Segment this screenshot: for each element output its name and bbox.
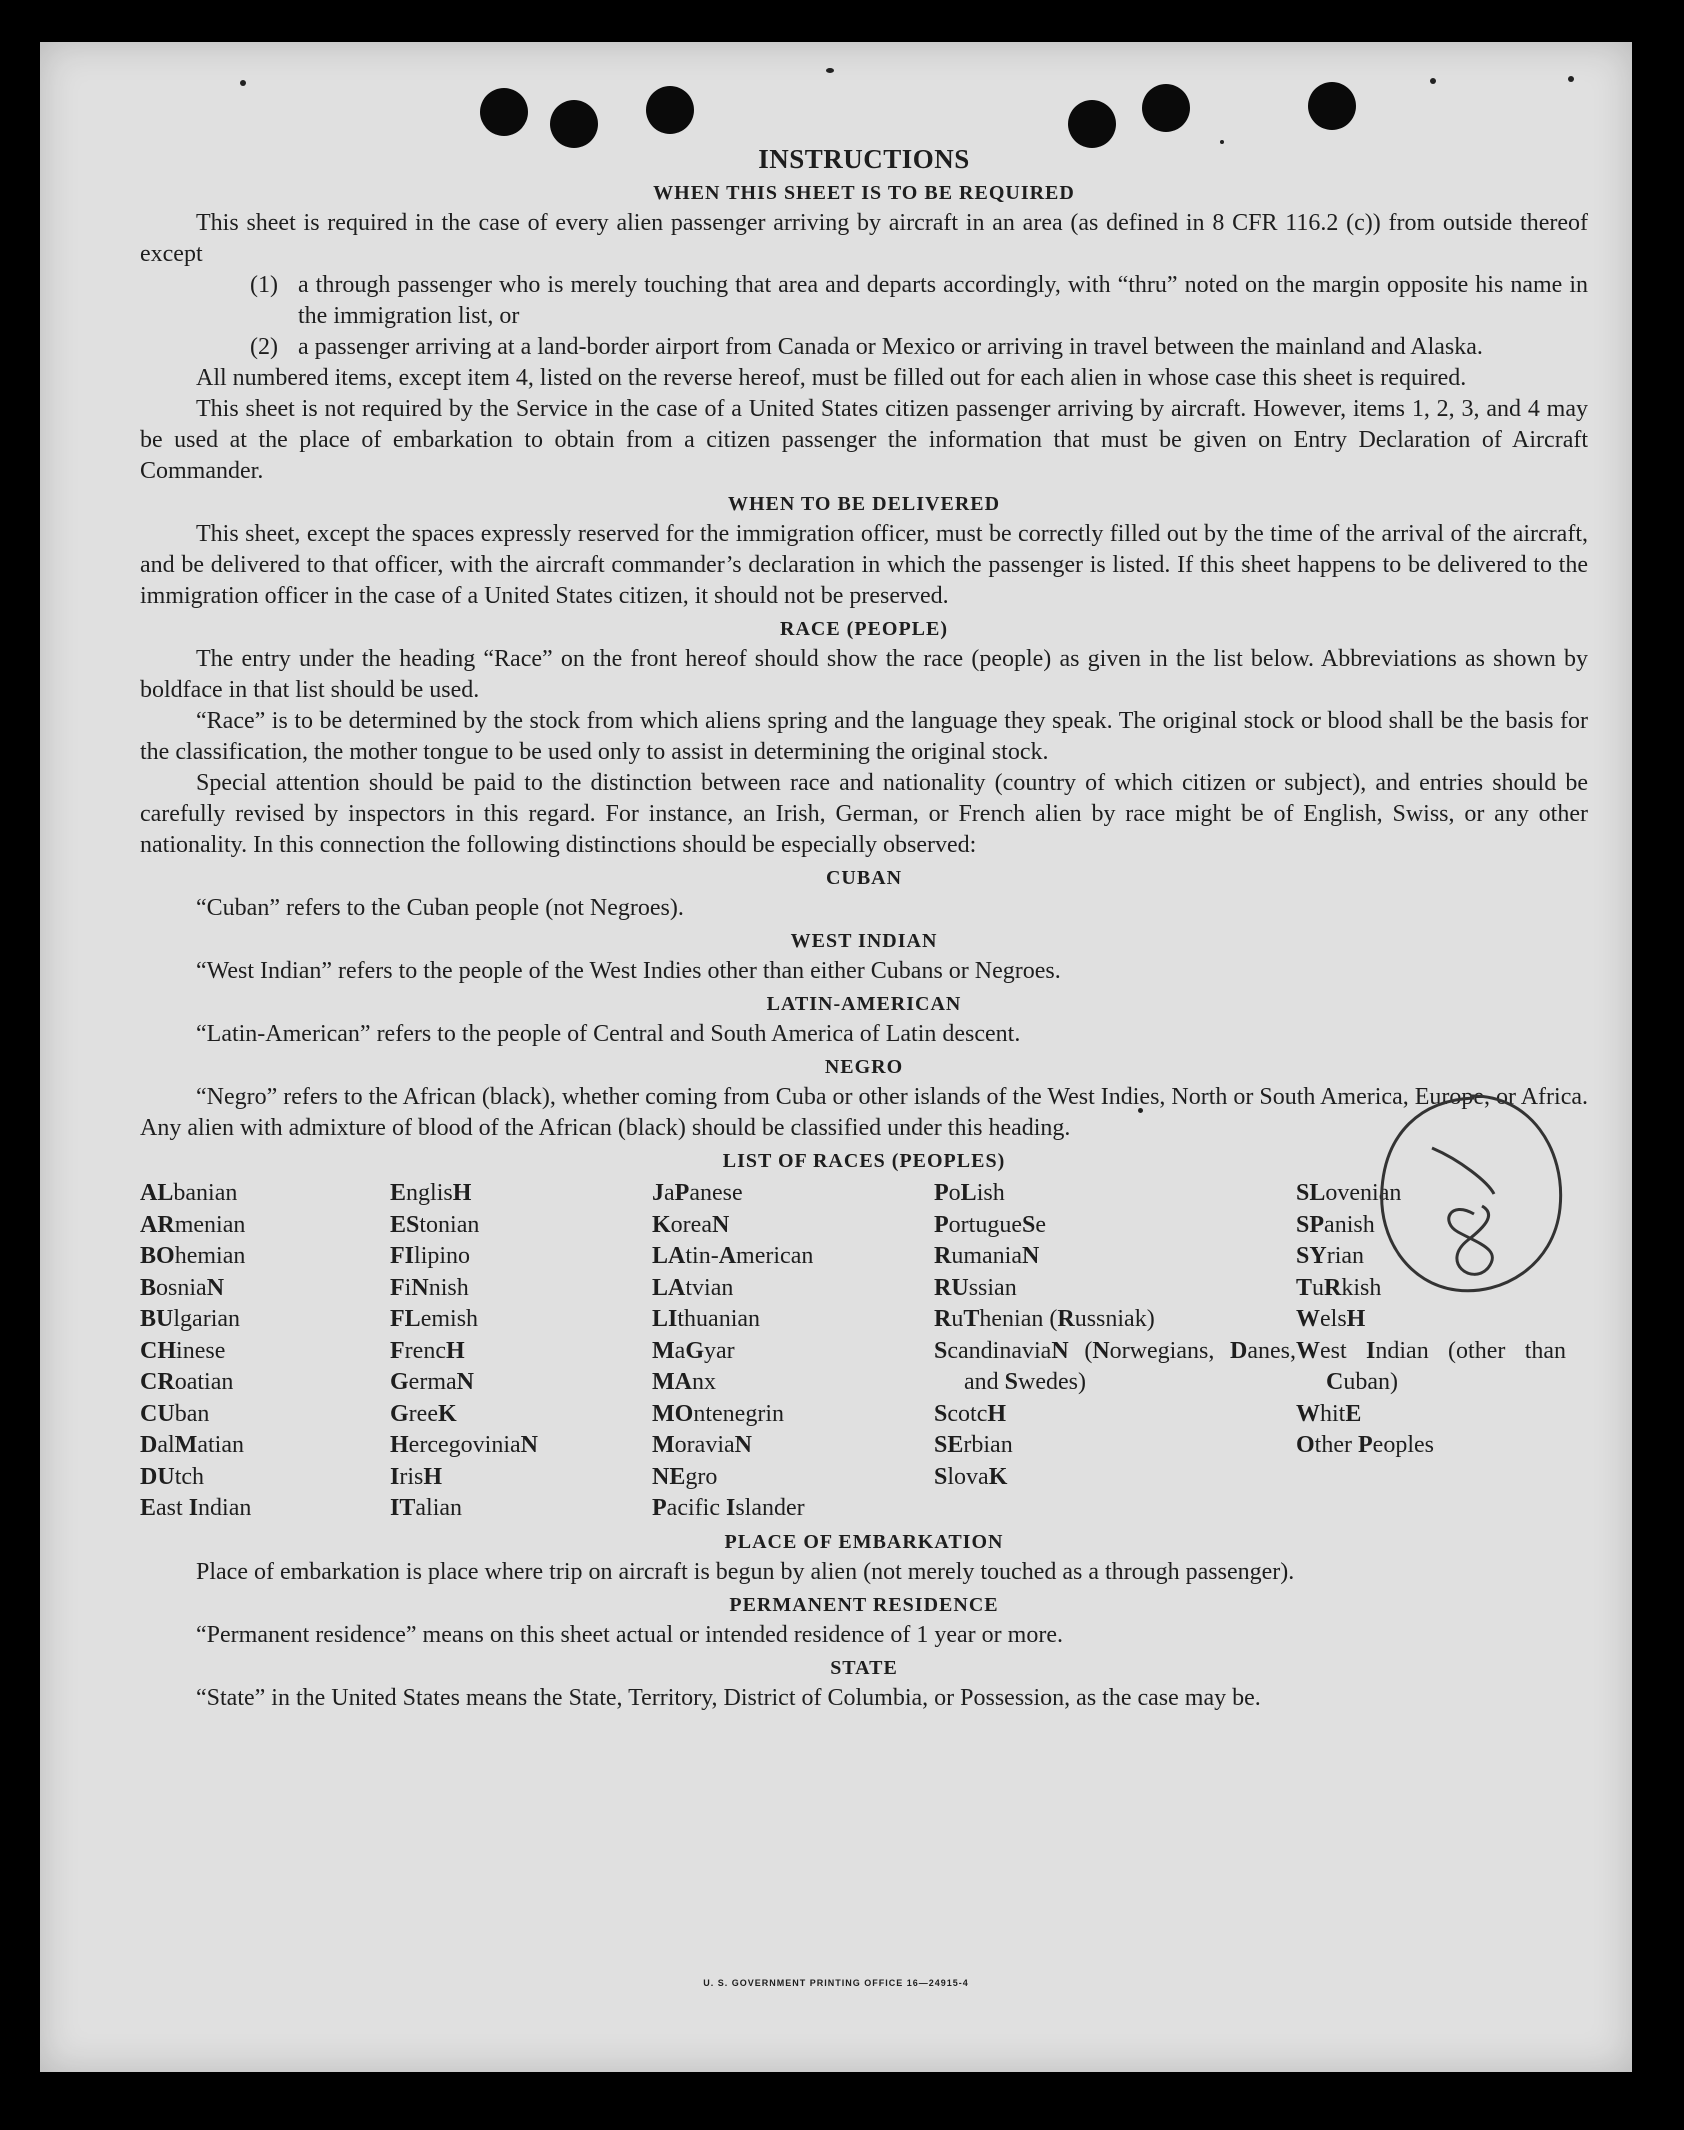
section-heading: WHEN THIS SHEET IS TO BE REQUIRED <box>653 182 1075 204</box>
punch-hole <box>480 88 528 136</box>
race-entry: Pacific Islander <box>652 1495 805 1521</box>
paragraph: This sheet is not required by the Service in the case of a United States citizen passenger arriving by aircraft. However, items 1, 2, 3, and 4 may be used at the place of embarkation to obtain from a citizen passenger the information that must be given on Entry Declaration of Aircraft Commander. <box>140 396 1588 484</box>
section-heading: PLACE OF EMBARKATION <box>724 1530 1004 1553</box>
race-entry: MaGyar <box>652 1337 735 1364</box>
race-entry: LAtin-American <box>652 1243 814 1269</box>
paragraph: “Permanent residence” means on this sheet actual or intended residence of 1 year or more. <box>196 1621 1063 1648</box>
race-entry: ITalian <box>390 1495 463 1521</box>
race-entry: EnglisH <box>390 1180 472 1206</box>
race-entry: ScandinaviaN (Norwegians, Danes, and Swedes) <box>934 1337 1296 1395</box>
race-entry: CRoatian <box>140 1369 234 1395</box>
punch-hole <box>1142 84 1190 132</box>
race-entry: LIthuanian <box>652 1306 761 1332</box>
race-entry: DUtch <box>140 1463 205 1490</box>
race-entry: JaPanese <box>652 1180 743 1206</box>
item-text: a passenger arriving at a land-border airport from Canada or Mexico or arriving in travel between the mainland and Alaska. <box>298 334 1483 360</box>
numbered-item <box>140 270 1588 332</box>
section-heading: LATIN-AMERICAN <box>766 993 962 1015</box>
race-entry: EStonian <box>390 1211 480 1238</box>
race-entry: Other Peoples <box>1296 1432 1434 1458</box>
race-entry: BosniaN <box>140 1274 225 1301</box>
race-entry: DalMatian <box>140 1432 244 1458</box>
race-entry: SPanish <box>1296 1211 1375 1238</box>
section-heading: PERMANENT RESIDENCE <box>729 1593 999 1616</box>
page-title: INSTRUCTIONS <box>758 144 970 174</box>
race-entry: NEgro <box>652 1463 718 1490</box>
section-heading: NEGRO <box>824 1056 904 1078</box>
speck <box>240 80 246 86</box>
race-entry: WelsH <box>1296 1306 1366 1332</box>
section-heading: LIST OF RACES (PEOPLES) <box>722 1150 1006 1172</box>
section-heading: WHEN TO BE DELIVERED <box>727 493 1001 515</box>
instructions-content <box>140 142 1588 1714</box>
paragraph: “Negro” refers to the African (black), whether coming from Cuba or other islands of the West Indies, North or South America, Europe, or Africa. Any alien with admixture of blood of the African (black) should be classified under this heading. <box>140 1084 1588 1141</box>
race-entry: RumaniaN <box>934 1243 1040 1269</box>
item-number: (2) <box>250 334 278 360</box>
section-heading: WEST INDIAN <box>790 930 938 952</box>
race-entry: BUlgarian <box>140 1306 241 1332</box>
race-entry: East Indian <box>140 1495 252 1521</box>
race-entry: SLovenian <box>1296 1180 1402 1206</box>
race-column <box>652 1178 934 1525</box>
paragraph: “Race” is to be determined by the stock from which aliens spring and the language they speak. The original stock or blood shall be the basis for the classification, the mother tongue to be used only to assist in determining the original stock. <box>140 708 1588 765</box>
race-entry: GreeK <box>390 1400 457 1427</box>
speck <box>1430 78 1436 84</box>
paragraph: “State” in the United States means the State, Territory, District of Columbia, or Possession, as the case may be. <box>196 1684 1261 1711</box>
race-entry: TuRkish <box>1296 1274 1382 1301</box>
race-column <box>140 1178 390 1525</box>
punch-hole <box>1068 100 1116 148</box>
paragraph: This sheet, except the spaces expressly reserved for the immigration officer, must be correctly filled out by the time of the arrival of the aircraft, and be delivered to that officer, with the aircraft commander’s declaration in which the passenger is listed. If this sheet happens to be delivered to the immigration officer in the case of a United States citizen, it should not be preserved. <box>140 521 1588 609</box>
numbered-item <box>140 332 1588 363</box>
race-entry: WhitE <box>1296 1400 1362 1427</box>
paragraph: “Latin-American” refers to the people of Central and South America of Latin descent. <box>196 1021 1021 1047</box>
document-sheet <box>40 42 1632 2072</box>
race-entry: RUssian <box>934 1274 1017 1301</box>
race-entry: ARmenian <box>140 1211 246 1238</box>
punch-hole <box>646 86 694 134</box>
race-entry: SErbian <box>934 1432 1013 1458</box>
race-entry: CUban <box>140 1400 210 1427</box>
race-entry: RuThenian (Russniak) <box>934 1306 1155 1332</box>
race-entry: FrencH <box>390 1337 465 1364</box>
race-entry: ScotcH <box>934 1400 1007 1427</box>
race-entry: SYrian <box>1296 1243 1365 1269</box>
race-entry: MOntenegrin <box>652 1400 784 1427</box>
race-column <box>390 1178 652 1525</box>
speck <box>826 68 834 73</box>
race-entry: CHinese <box>140 1337 226 1364</box>
race-entry: FiNnish <box>390 1274 469 1301</box>
race-entry: MoraviaN <box>652 1432 752 1458</box>
item-number: (1) <box>250 272 278 298</box>
punch-hole <box>550 100 598 148</box>
section-heading: CUBAN <box>825 867 903 889</box>
race-entry: LAtvian <box>652 1274 734 1301</box>
race-entry: ALbanian <box>140 1180 238 1206</box>
paragraph: “Cuban” refers to the Cuban people (not Negroes). <box>196 895 684 921</box>
paragraph: Special attention should be paid to the distinction between race and nationality (country of which citizen or subject), and entries should be carefully revised by inspectors in this regard. For instance, an Irish, German, or French alien by race might be of English, Swiss, or any other nationality. In this connection the following distinctions should be especially observed: <box>140 770 1588 858</box>
speck <box>1568 76 1574 82</box>
punch-hole <box>1308 82 1356 130</box>
race-entry: KoreaN <box>652 1211 730 1238</box>
race-entry: BOhemian <box>140 1243 246 1269</box>
race-entry: PoLish <box>934 1180 1005 1206</box>
paragraph: “West Indian” refers to the people of the West Indies other than either Cubans or Negroes. <box>196 958 1061 984</box>
paragraph: All numbered items, except item 4, listed on the reverse hereof, must be filled out for each alien in whose case this sheet is required. <box>196 365 1467 391</box>
race-entry: SlovaK <box>934 1463 1008 1490</box>
item-text: a through passenger who is merely touching that area and departs accordingly, with “thru” noted on the margin opposite his name in the immigration list, or <box>298 272 1588 329</box>
race-entry: MAnx <box>652 1369 716 1395</box>
race-entry: PortugueSe <box>934 1211 1047 1238</box>
race-entry: IrisH <box>390 1463 443 1490</box>
printing-office-footer: U. S. GOVERNMENT PRINTING OFFICE 16—24915-4 <box>703 1978 969 1988</box>
race-entry: GermaN <box>390 1369 474 1395</box>
paragraph: This sheet is required in the case of every alien passenger arriving by aircraft in an area (as defined in 8 CFR 116.2 (c)) from outside thereof except <box>140 210 1588 267</box>
section-heading: STATE <box>830 1656 898 1679</box>
race-entry: FIlipino <box>390 1243 471 1269</box>
paragraph: The entry under the heading “Race” on the front hereof should show the race (people) as given in the list below. Abbreviations as shown by boldface in that list should be used. <box>140 646 1588 703</box>
race-entry: FLemish <box>390 1306 479 1332</box>
paragraph: Place of embarkation is place where trip on aircraft is begun by alien (not merely touched as a through passenger). <box>196 1558 1295 1585</box>
race-entry: West Indian (other than Cuban) <box>1296 1337 1567 1395</box>
race-column <box>934 1178 1296 1525</box>
race-entry: HercegoviniaN <box>390 1432 538 1458</box>
handwritten-circle-mark <box>1370 1090 1570 1300</box>
section-heading: RACE (PEOPLE) <box>780 618 948 640</box>
